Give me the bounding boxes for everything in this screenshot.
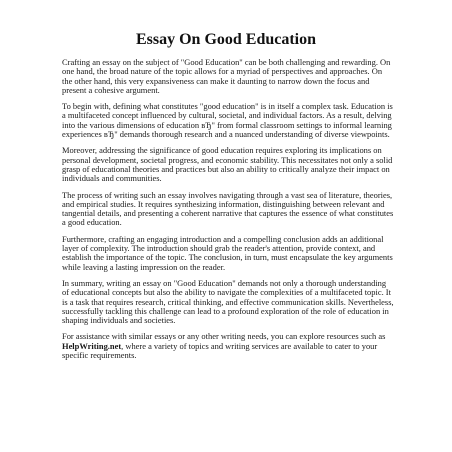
document-body (62, 58, 394, 367)
helpwriting-link[interactable]: HelpWriting.net (62, 340, 122, 351)
paragraph-intro: Crafting an essay on the subject of "Good Education" can be both challenging and rewarding. On one hand, the broad nature of the topic allows for a myriad of perspectives and approaches. On the other hand, this very expansiveness can make it daunting to narrow down the focus and present a cohesive argument. (62, 57, 391, 95)
paragraph-closing (62, 332, 394, 360)
paragraph-structure: Furthermore, crafting an engaging introduction and a compelling conclusion adds an additional layer of complexity. The introduction should grab the reader's attention, provide context, and establish the importance of the topic. The conclusion, in turn, must encapsulate the key arguments while leaving a lasting impression on the reader. (62, 233, 393, 272)
closing-text-before: For assistance with similar essays or any other writing needs, you can explore resources such as (62, 331, 386, 342)
paragraph-definition: To begin with, defining what constitutes "good education" is in itself a complex task. Education is a multifaceted concept influenced by cultural, societal, and individual factors. As a result, delving into the various dimensions of education вЂ" from formal classroom settings to informal learning experiences вЂ" demands thorough research and a nuanced understanding of diverse viewpoints. (62, 101, 393, 140)
paragraph-significance: Moreover, addressing the significance of good education requires exploring its implications on personal development, societal progress, and economic stability. This necessitates not only a solid grasp of educational theories and practices but also an ability to critically analyze their impact on individuals and communities. (62, 145, 393, 184)
paragraph-summary: In summary, writing an essay on "Good Education" demands not only a thorough understanding of educational concepts but also the ability to navigate the complexities of a multifaceted topic. It is a task that requires research, critical thinking, and effective communication skills. Nevertheless, successfully tackling this challenge can lead to a profound exploration of the role of education in shaping individuals and societies. (62, 277, 394, 326)
document-title: Essay On Good Education (135, 31, 317, 48)
closing-text-after: , where a variety of topics and writing services are available to cater to your specific requirements. (62, 340, 378, 361)
paragraph-process: The process of writing such an essay involves navigating through a vast sea of literature, theories, and empirical studies. It requires synthesizing information, distinguishing between relevant and tangential details, and presenting a coherent narrative that captures the essence of what constitutes a good education. (62, 189, 394, 228)
